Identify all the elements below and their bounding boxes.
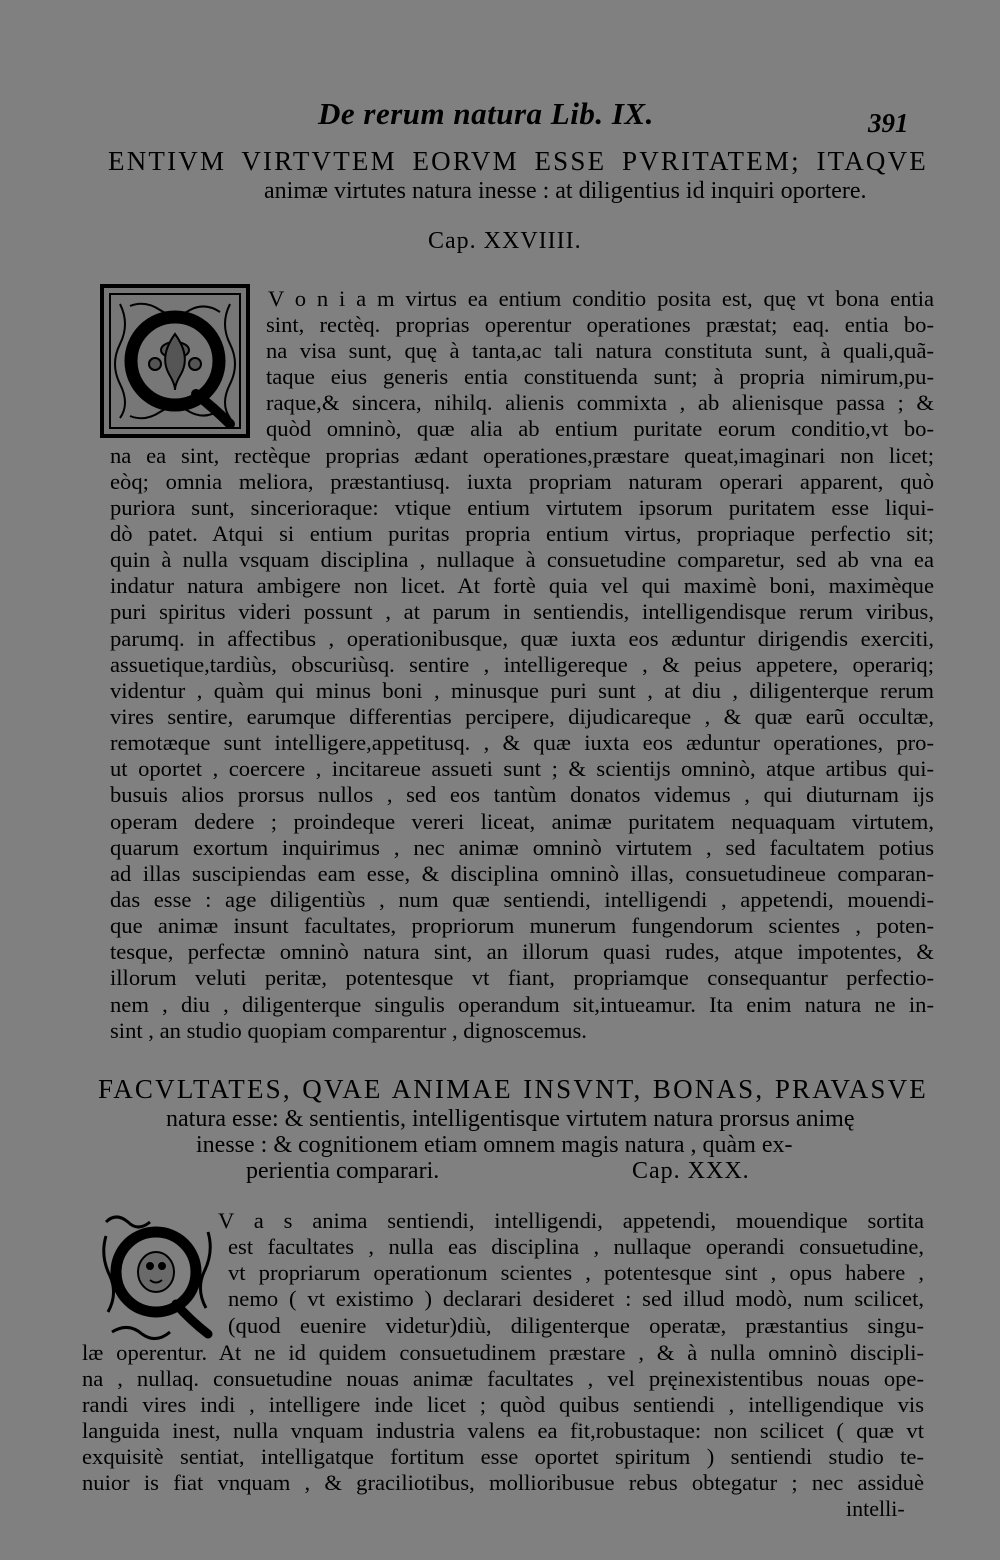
text-line: illorum veluti peritæ, potentesque vt fiant, propriamque consequantur perfectio- — [110, 965, 934, 990]
text-line: indatur natura ambigere non licet. At fortè quia vel qui maximè boni, maximèque — [110, 573, 934, 598]
text-line: na ea sint, rectèque proprias ædant operationes,præstare queat,imaginari non licet; — [110, 443, 934, 468]
text-line: quarum exortum inquirimus , nec animæ omninò virtutem , sed facultatem potius — [110, 835, 934, 860]
text-line: quin à nulla vsquam disciplina , nullaque à consuetudine comparetur, sed ab vna ea — [110, 547, 934, 572]
text-line: (quod euenire videtur)diù, diligenterque operatæ, præstantius singu- — [228, 1313, 924, 1338]
decorated-initial-q-icon — [98, 1208, 216, 1342]
text-line: ut oportet , coercere , incitareue assueti sunt ; & scientijs omninò, atque artibus qui- — [110, 756, 934, 781]
decorated-initial-q-icon — [100, 284, 250, 438]
text-line: randi vires indi , intelligere inde licet ; quòd quibus sentiendi , intelligendique vis — [82, 1392, 924, 1417]
text-line: ad illas suscipiendas eam esse, & disciplina omninò illas, consuetudineue comparan- — [110, 861, 934, 886]
text-line: dò patet. Atqui si entium puritas propria entium virtus, propriaque perfectio sit; — [110, 521, 934, 546]
text-line: raque,& sincera, nihilq. alienis commixta , ab alienisque passa ; & — [266, 390, 934, 415]
text-line: busuis alios prorsus nullos , sed eos tantùm donatos videmus , qui diuturnam ijs — [110, 782, 934, 807]
text-line: læ operentur. At ne id quidem consuetudinem præstare , & à nulla omninò discipli- — [82, 1340, 924, 1365]
text-line: nuior is fiat vnquam , & graciliotibus, mollioribusue rebus obtegatur ; nec assiduè — [82, 1470, 924, 1495]
text-line: sint , an studio quopiam comparentur , dignoscemus. — [110, 1018, 587, 1043]
text-line: sint, rectèq. proprias operentur operationes præstat; eaq. entia bo- — [266, 312, 934, 337]
text-line: que animæ insunt facultates, propriorum munerum fungendorum scientes , poten- — [110, 913, 934, 938]
text-line: taque eius generis entia constituenda sunt; à propria nimirum,pu- — [266, 364, 934, 389]
running-head: De rerum natura Lib. IX. — [318, 96, 654, 131]
text-line: tesque, perfectæ omninò natura sint, an illorum quasi rudes, atque impotentes, & — [110, 939, 934, 964]
catchword: intelli- — [846, 1496, 905, 1521]
text-line: assuetique,tardiùs, obscuriùsq. sentire , intelligereque , & peius appetere, operariq; — [110, 652, 934, 677]
text-line: est facultates , nulla eas disciplina , nullaque operandi consuetudine, — [228, 1234, 924, 1259]
page-number: 391 — [868, 108, 909, 138]
text-line: parumq. in affectibus , operationibusque, quæ iuxta eos æduntur dirigendis exerciti, — [110, 626, 934, 651]
text-line: vt propriarum operationum scientes , potentesque sint , opus habere , — [228, 1260, 924, 1285]
text-line: das esse : age diligentiùs , num quæ sentiendi, intelligendi , appetendi, mouendi- — [110, 887, 934, 912]
chapter29-heading-line2: animæ virtutes natura inesse : at diligentius id inquiri oportere. — [264, 178, 867, 204]
chapter29-heading-caps: ENTIVM VIRTVTEM EORVM ESSE PVRITATEM; ITAQVE — [108, 146, 928, 176]
text-line: videntur , quàm qui minus boni , minusque puri sunt , at diu , diligenterque rerum — [110, 678, 934, 703]
chapter30-heading-line4: perientia comparari. — [246, 1158, 440, 1184]
chapter30-heading-line3: inesse : & cognitionem etiam omnem magis natura , quàm ex- — [196, 1132, 793, 1158]
text-line: puriora sunt, sincerioraque: vtique entium virtutem ipsorum puritatem esse liqui- — [110, 495, 934, 520]
text-line: nem , diu , diligenterque singulis operandum sit,intueamur. Ita enim natura ne in- — [110, 992, 934, 1017]
chapter30-heading-caps: FACVLTATES, QVAE ANIMAE INSVNT, BONAS, PRAVASVE — [98, 1074, 928, 1104]
text-line: languida inest, nulla vnquam industria valens ea fit,robustaque: non scilicet ( quæ vt — [82, 1418, 924, 1443]
text-line: V o n i a m virtus ea entium conditio posita est, quę vt bona entia — [268, 286, 934, 311]
text-line: quòd omninò, quæ alia ab entium puritate eorum conditio,vt bo- — [266, 416, 934, 441]
text-line: na visa sunt, quę à tanta,ac tali natura constituta sunt, à quali,quã- — [266, 338, 934, 363]
chapter30-cap-label: Cap. XXX. — [632, 1158, 750, 1184]
text-line: puri spiritus videri possunt , at parum in sentiendis, intelligendisque rerum viribus, — [110, 599, 934, 624]
text-line: eòq; omnia meliora, præstantiusq. iuxta propriam naturam operari apparent, quò — [110, 469, 934, 494]
text-line: nemo ( vt existimo ) declarari desideret : sed illud modò, num scilicet, — [228, 1286, 924, 1311]
text-line: remotæque sunt intelligere,appetitusq. , & quæ iuxta eos æduntur operationes, pro- — [110, 730, 934, 755]
text-line: exquisitè sentiat, intelligatque fortitum esse oportet spiritum ) sentiendi studio te- — [82, 1444, 924, 1469]
text-line: V a s anima sentiendi, intelligendi, appetendi, mouendique sortita — [218, 1208, 924, 1233]
text-line: na , nullaq. consuetudine nouas animæ facultates , vel pręinexistentibus nouas ope- — [82, 1366, 924, 1391]
text-line: operam dedere ; proindeque vereri liceat, animæ puritatem nequaquam virtutem, — [110, 809, 934, 834]
chapter30-heading-line2: natura esse: & sentientis, intelligentisque virtutem natura prorsus animę — [166, 1106, 855, 1132]
text-line: vires sentire, earumque differentias percipere, dijudicareque , & quæ earũ occultæ, — [110, 704, 934, 729]
chapter29-cap-label: Cap. XXVIIII. — [428, 228, 582, 254]
